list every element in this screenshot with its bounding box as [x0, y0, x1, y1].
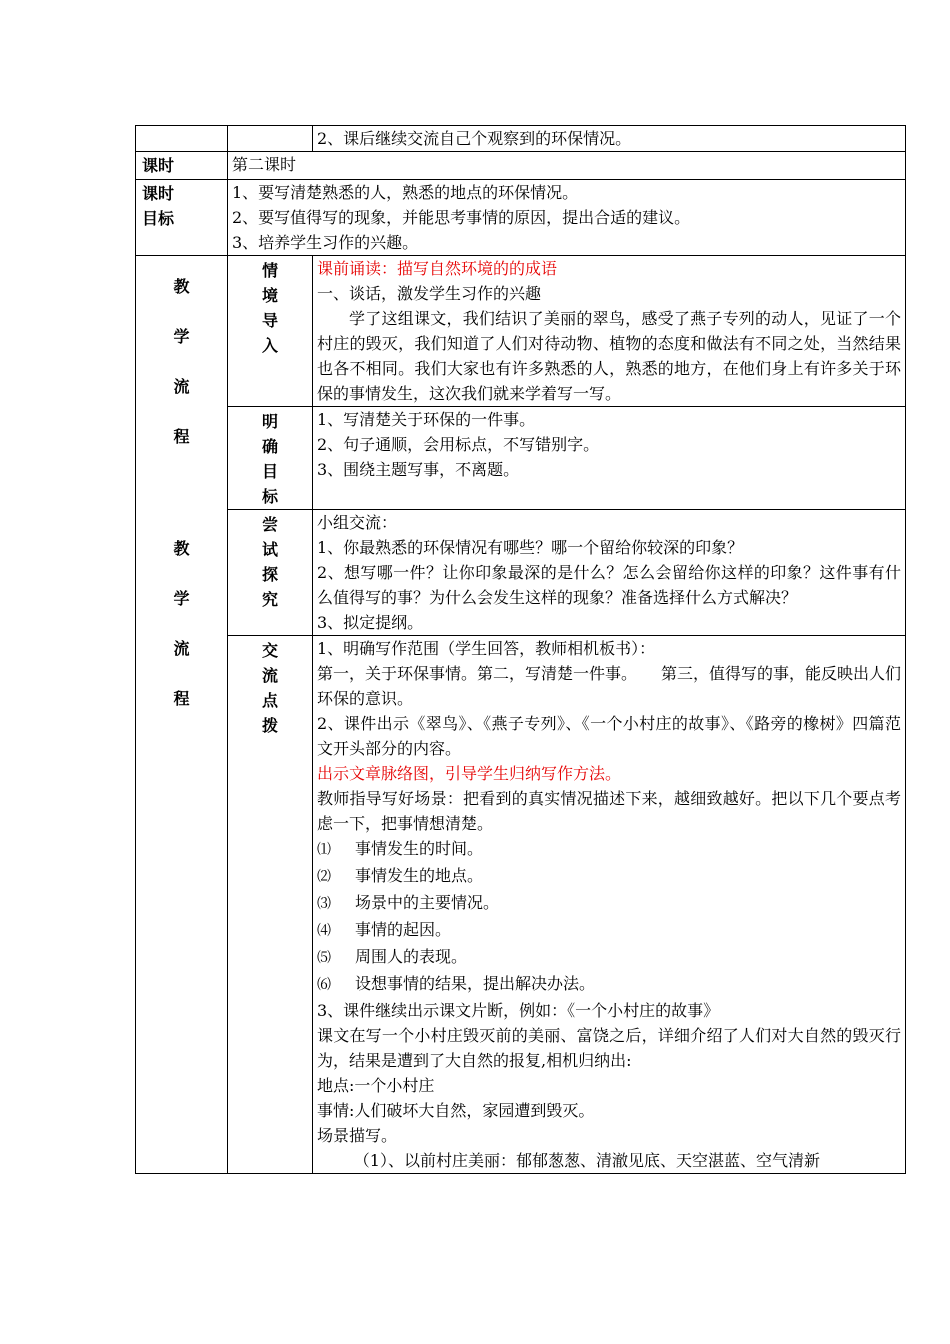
point-item: [317, 836, 901, 863]
point-text: 场景中的主要情况。: [355, 893, 500, 912]
point-text: 事情的起因。: [355, 920, 452, 939]
point-number: ⑶: [317, 896, 331, 912]
flow-char: 教: [173, 539, 190, 558]
intro-content: [313, 256, 906, 407]
flow-char: 流: [173, 377, 190, 396]
previous-homework-text: 2、课后继续交流自己个观察到的环保情况。: [313, 126, 906, 152]
label-char: 目: [261, 462, 278, 481]
row-lesson-goals: [136, 180, 906, 256]
label-char: 究: [261, 590, 278, 609]
lesson-plan-table: [135, 125, 906, 1174]
exchange-paragraph: 地点:一个小村庄: [317, 1076, 435, 1095]
point-number: ⑵: [317, 869, 331, 885]
exchange-paragraph: 课文在写一个小村庄毁灭前的美丽、富饶之后，详细介绍了人们对大自然的毁灭行为，结果是遭到了大自然的报复,相机归纳出:: [317, 1026, 901, 1070]
explore-item: 2、想写哪一件？让你印象最深的是什么？怎么会留给你这样的印象？这件事有什么值得写的事？为什么会发生这样的现象？准备选择什么方式解决？: [317, 563, 901, 607]
period-value: 第二课时: [228, 152, 906, 180]
row-clear-goals: [136, 407, 906, 510]
point-text: 事情发生的地点。: [355, 866, 484, 885]
point-item: [317, 863, 901, 890]
teaching-flow-label: [136, 256, 228, 1174]
exchange-paragraph: 场景描写。: [317, 1126, 398, 1145]
flow-char: 教: [173, 277, 190, 296]
label-char: 导: [261, 311, 278, 330]
goals-content: [228, 180, 906, 256]
exchange-paragraph: 事情:人们破坏大自然，家园遭到毁灭。: [317, 1101, 595, 1120]
exchange-paragraph: 1、明确写作范围（学生回答，教师相机板书）：: [317, 639, 656, 658]
label-char: 探: [261, 565, 278, 584]
label-char: 标: [261, 487, 278, 506]
point-number: ⑴: [317, 842, 331, 858]
goals-label-line2: 目标: [142, 209, 175, 228]
point-number: ⑷: [317, 923, 331, 939]
spacer: [140, 462, 223, 524]
clear-goals-content: [313, 407, 906, 510]
goal-item: 3、培养学生习作的兴趣。: [232, 233, 419, 252]
row-exchange: [136, 636, 906, 1174]
explore-item: 3、拟定提纲。: [317, 613, 424, 632]
label-char: 确: [261, 437, 278, 456]
flow-char: 流: [173, 639, 190, 658]
label-char: 入: [261, 336, 278, 355]
point-number: ⑸: [317, 950, 331, 966]
row-lesson-period: [136, 152, 906, 180]
goal-item: 1、要写清楚熟悉的人，熟悉的地点的环保情况。: [232, 183, 579, 202]
row-explore: [136, 510, 906, 636]
explore-label: [228, 510, 313, 636]
flow-char: 程: [173, 689, 190, 708]
goals-label: [136, 180, 228, 256]
point-text: 事情发生的时间。: [355, 839, 484, 858]
point-item: [317, 890, 901, 917]
exchange-red-line: 出示文章脉络图，引导学生归纳写作方法。: [317, 764, 622, 783]
cell-empty: [228, 126, 313, 152]
exchange-paragraph: 2、课件出示《翠鸟》、《燕子专列》、《一个小村庄的故事》、《路旁的橡树》四篇范文开头部分的内容。: [317, 714, 901, 758]
clear-goals-label: [228, 407, 313, 510]
intro-label: [228, 256, 313, 407]
exchange-paragraph: 教师指导写好场景：把看到的真实情况描述下来，越细致越好。把以下几个要点考虑一下，把事情想清楚。: [317, 789, 901, 833]
label-char: 情: [261, 261, 278, 280]
cell-empty: [136, 126, 228, 152]
point-text: 设想事情的结果，提出解决办法。: [355, 974, 596, 993]
exchange-label: [228, 636, 313, 1174]
label-char: 拨: [261, 716, 278, 735]
point-number: ⑹: [317, 977, 331, 993]
goal-item: 3、围绕主题写事，不离题。: [317, 460, 520, 479]
point-item: [317, 971, 901, 998]
row-previous-homework: [136, 126, 906, 152]
intro-paragraph: 学了这组课文，我们结识了美丽的翠鸟，感受了燕子专列的动人，见证了一个村庄的毁灭，我们知道了人们对待动物、植物的态度和做法有不同之处，当然结果也各不相同。我们大家也有许多熟悉的人，熟悉的地方，在他们身上有许多关于环保的事情发生，这次我们就来学着写一写。: [317, 309, 901, 403]
goal-item: 2、句子通顺，会用标点，不写错别字。: [317, 435, 600, 454]
exchange-content: [313, 636, 906, 1174]
exchange-paragraph: 第一，关于环保事情。第二，写清楚一件事。 第三，值得写的事，能反映出人们环保的意识。: [317, 664, 902, 708]
point-text: 周围人的表现。: [355, 947, 468, 966]
flow-char: 学: [173, 589, 190, 608]
goals-label-line1: 课时: [142, 184, 175, 203]
point-item: [317, 944, 901, 971]
explore-content: [313, 510, 906, 636]
explore-item: 1、你最熟悉的环保情况有哪些？哪一个留给你较深的印象？: [317, 538, 744, 557]
point-item: [317, 917, 901, 944]
label-char: 试: [261, 540, 278, 559]
flow-char: 学: [173, 327, 190, 346]
label-char: 明: [261, 412, 278, 431]
intro-heading: 一、谈话，激发学生习作的兴趣: [317, 284, 542, 303]
goal-item: 1、写清楚关于环保的一件事。: [317, 410, 536, 429]
exchange-paragraph: （1）、以前村庄美丽：郁郁葱葱、清澈见底、天空湛蓝、空气清新: [353, 1151, 820, 1170]
label-char: 点: [261, 691, 278, 710]
intro-red-line: 课前诵读：描写自然环境的的成语: [317, 259, 558, 278]
label-char: 境: [261, 286, 278, 305]
explore-heading: 小组交流：: [317, 513, 398, 532]
goal-item: 2、要写值得写的现象，并能思考事情的原因，提出合适的建议。: [232, 208, 691, 227]
period-label: 课时: [136, 152, 228, 180]
flow-char: 程: [173, 427, 190, 446]
label-char: 尝: [261, 515, 278, 534]
label-char: 交: [261, 641, 278, 660]
row-intro: [136, 256, 906, 407]
exchange-paragraph: 3、课件继续出示课文片断，例如：《一个小村庄的故事》: [317, 1001, 720, 1020]
label-char: 流: [261, 666, 278, 685]
